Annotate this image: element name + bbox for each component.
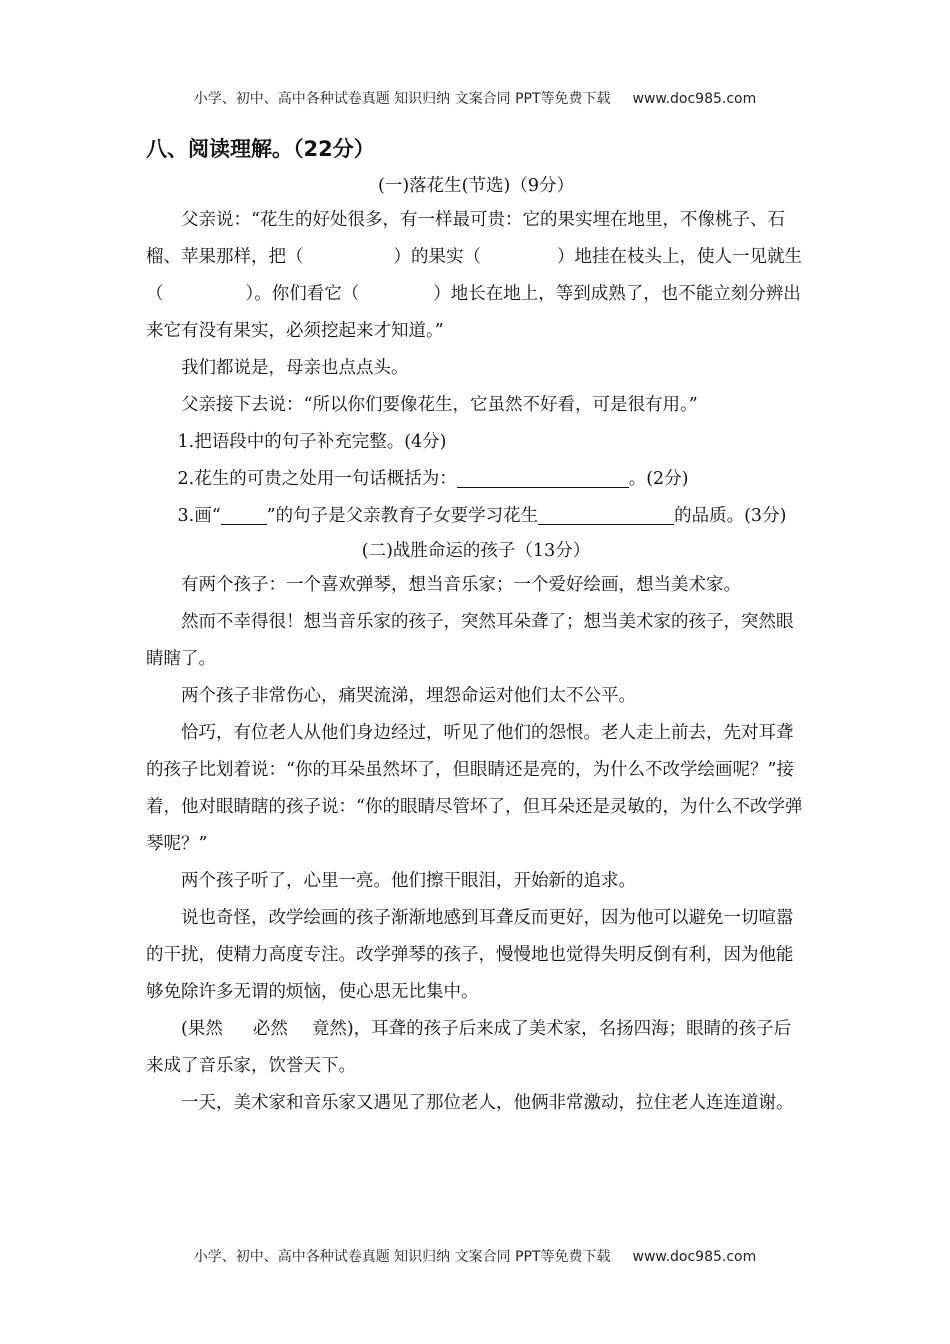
word-choice-2[interactable]: 必然: [252, 1019, 288, 1039]
passage2-paragraph-7: (果然 必然 竟然)，耳聋的孩子后来成了美术家，名扬四海；眼睛的孩子后来成了音乐家，饮誉天下。: [146, 1019, 792, 1076]
underline-sample: [221, 502, 267, 525]
header-text: 小学、初中、高中各种试卷真题 知识归纳 文案合同 PPT等免费下载: [193, 91, 611, 107]
passage2-paragraph-2: 然而不幸得很！想当音乐家的孩子，突然耳朵聋了；想当美术家的孩子，突然眼睛瞎了。: [146, 612, 794, 669]
passage1-paragraph-2: 我们都说是，母亲也点点头。: [181, 358, 409, 378]
passage2-paragraph-3: 两个孩子非常伤心，痛哭流涕，埋怨命运对他们太不公平。: [181, 686, 636, 706]
word-choice-1[interactable]: (果然: [181, 1019, 223, 1039]
question-1: 1.把语段中的句子补充完整。(4分): [177, 432, 447, 452]
passage2-paragraph-6: 说也奇怪，改学绘画的孩子渐渐地感到耳聋反而更好，因为他可以避免一切喧嚣的干扰，使精力高度专注。改学弹琴的孩子，慢慢地也觉得失明反倒有利，因为他能够免除许多无谓的烦恼，使心思无比集中。: [146, 908, 794, 1002]
section-title: 八、阅读理解。（22分）: [146, 137, 375, 161]
passage2-paragraph-1: 有两个孩子：一个喜欢弹琴，想当音乐家；一个爱好绘画，想当美术家。: [181, 575, 741, 595]
passage1-paragraph-3: 父亲接下去说：“所以你们要像花生，它虽然不好看，可是很有用。”: [181, 395, 698, 415]
footer-url[interactable]: www.doc985.com: [632, 1249, 757, 1265]
passage2-paragraph-5: 两个孩子听了，心里一亮。他们擦干眼泪，开始新的追求。: [181, 871, 636, 891]
passage1-title: (一)落花生(节选)（9分）: [378, 176, 574, 196]
answer-line-q3[interactable]: [538, 502, 674, 525]
header-url[interactable]: www.doc985.com: [632, 91, 757, 107]
document-body: [146, 132, 806, 1122]
passage2-paragraph-4: 恰巧，有位老人从他们身边经过，听见了他们的怨恨。老人走上前去，先对耳聋的孩子比划着说：“你的耳朵虽然坏了，但眼睛还是亮的，为什么不改学绘画呢？”接着，他对眼睛瞎的孩子说：“你的眼睛尽管坏了，但耳朵还是灵敏的，为什么不改学弹琴呢？”: [146, 723, 803, 854]
answer-line-q2[interactable]: [457, 465, 629, 488]
question-3: 3.画“ ”的句子是父亲教育子女要学习花生 的品质。(3分): [146, 498, 806, 535]
passage2-paragraph-8: 一天，美术家和音乐家又遇见了那位老人，他俩非常激动，拉住老人连连道谢。: [181, 1093, 794, 1113]
footer-text: 小学、初中、高中各种试卷真题 知识归纳 文案合同 PPT等免费下载: [193, 1249, 611, 1265]
question-2: 2.花生的可贵之处用一句话概括为： 。(2分): [146, 461, 806, 498]
passage1-paragraph-1: 父亲说：“花生的好处很多，有一样最可贵：它的果实埋在地里，不像桃子、石榴、苹果那样，把（ ）的果实（ ）地挂在枝头上，使人一见就生（ ）。你们看它（ ）地长在地上，等到成熟了，也不能立刻分辨出来它有没有果实，必须挖起来才知道。”: [146, 210, 802, 341]
page-footer: [0, 1246, 950, 1266]
passage2-title: (二)战胜命运的孩子（13分）: [361, 541, 591, 561]
page-header: [0, 88, 950, 108]
